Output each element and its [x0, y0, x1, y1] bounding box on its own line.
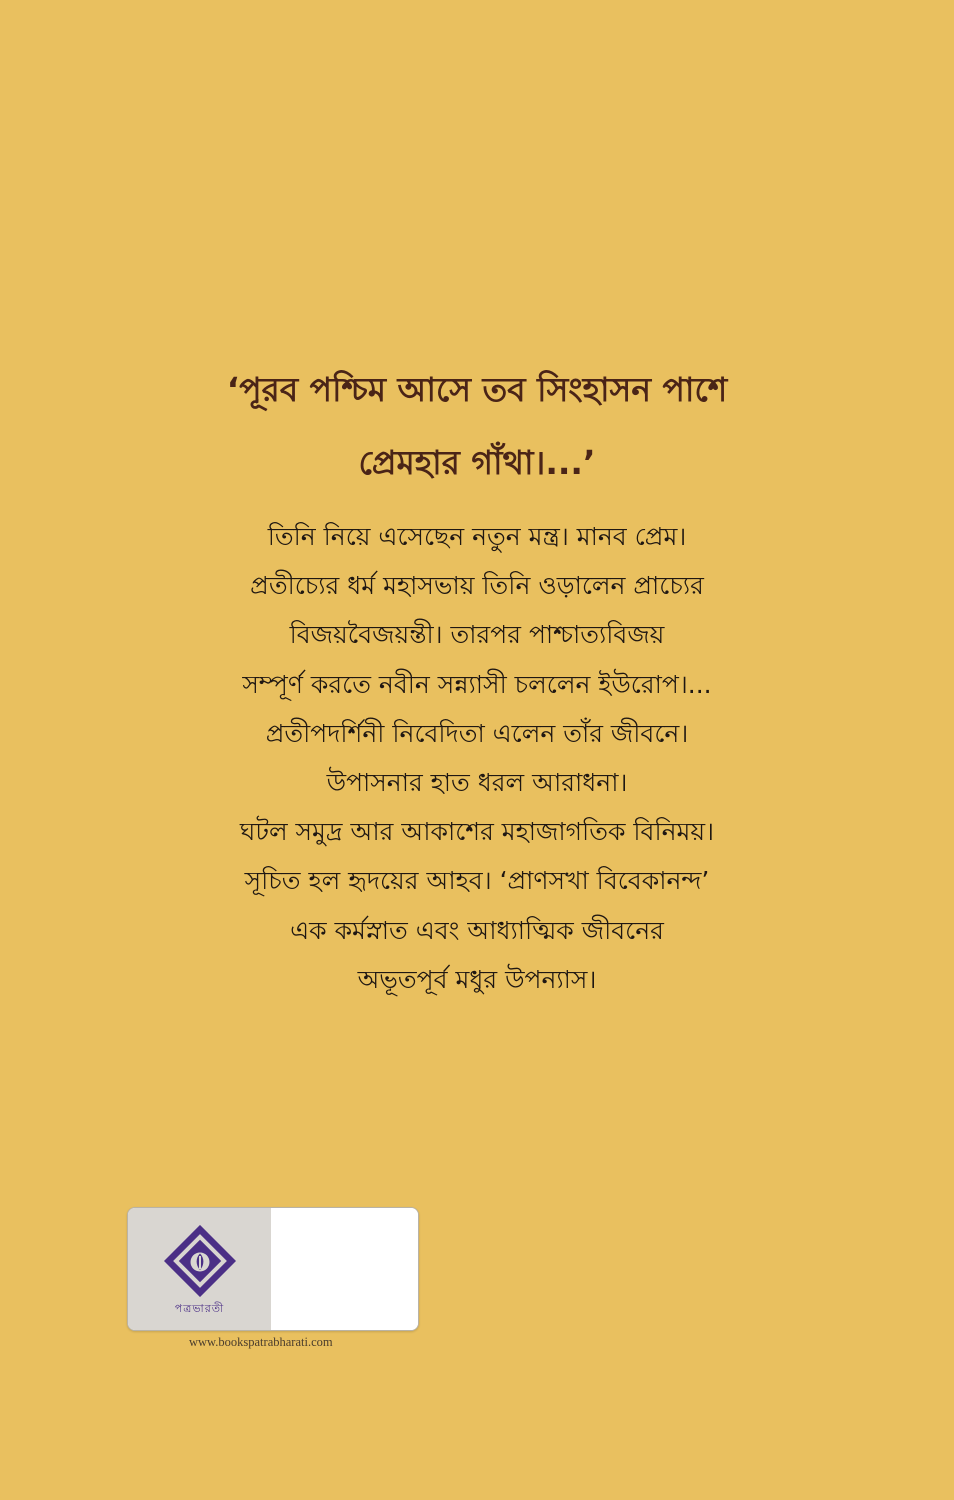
publisher-website: www.bookspatrabharati.com	[189, 1335, 333, 1349]
blurb-line: অভূতপূর্ব মধুর উপন্যাস।	[357, 964, 597, 994]
blurb-text	[0, 512, 954, 1004]
blurb-line: এক কর্মস্নাত এবং আধ্যাত্মিক জীবনের	[290, 915, 664, 945]
blurb-line: বিজয়বৈজয়ন্তী। তারপর পাশ্চাত্যবিজয়	[289, 620, 665, 650]
blurb-line: প্রতীপদর্শিনী নিবেদিতা এলেন তাঁর জীবনে।	[265, 718, 689, 748]
publisher-label-box	[127, 1207, 419, 1331]
cover-quote-line-1: ‘পূরব পশ্চিম আসে তব সিংহাসন পাশে	[226, 370, 728, 409]
barcode-area	[271, 1208, 418, 1330]
blurb-line: প্রতীচ্যের ধর্ম মহাসভায় তিনি ওড়ালেন প্রাচ্যের	[250, 571, 704, 601]
cover-quote-line-2: প্রেমহার গাঁথা।...’	[358, 443, 596, 482]
blurb-line: তিনি নিয়ে এসেছেন নতুন মন্ত্র। মানব প্রেম।	[267, 522, 687, 551]
blurb-line: সূচিত হল হৃদয়ের আহব। ‘প্রাণসখা বিবেকানন্দ’	[244, 866, 710, 896]
blurb-line: উপাসনার হাত ধরল আরাধনা।	[326, 767, 628, 797]
publisher-logo-panel	[128, 1208, 271, 1330]
blurb-line: সম্পূর্ণ করতে নবীন সন্ন্যাসী চললেন ইউরোপ।...	[242, 669, 712, 699]
diamond-flame-logo-icon	[164, 1225, 236, 1297]
publisher-name: পত্রভারতী	[174, 1302, 225, 1315]
blurb-line: ঘটল সমুদ্র আর আকাশের মহাজাগতিক বিনিময়।	[239, 817, 715, 847]
